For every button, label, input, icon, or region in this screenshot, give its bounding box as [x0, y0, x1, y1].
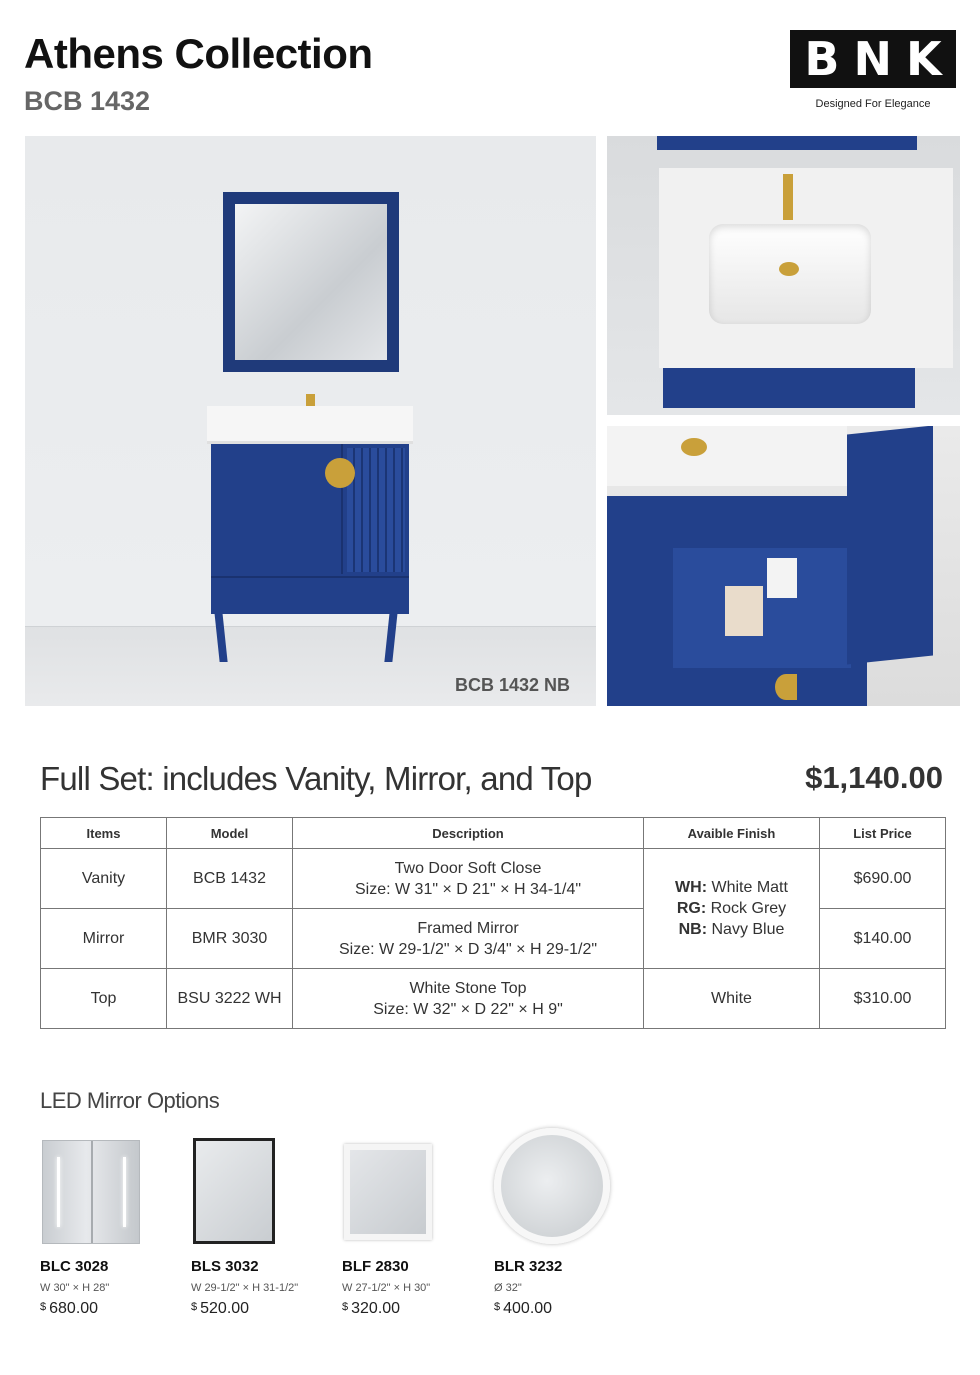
frameless-mirror-image	[342, 1136, 482, 1248]
black-frame-mirror-icon	[193, 1138, 275, 1244]
mirror-cabinet-image	[40, 1136, 180, 1248]
table-header-row	[41, 818, 946, 849]
stone-top	[607, 426, 847, 486]
sink-top-photo	[607, 136, 960, 415]
cell-finish-options	[644, 849, 820, 969]
finish-name: Rock Grey	[710, 900, 787, 917]
desc-line: White Stone Top	[409, 979, 527, 997]
cell-description	[293, 849, 644, 909]
finish-name: Navy Blue	[711, 921, 785, 938]
cell-price: $140.00	[820, 909, 946, 969]
towel-stack	[725, 586, 763, 636]
brand-logo	[790, 30, 956, 88]
cell-price: $690.00	[820, 849, 946, 909]
currency-symbol: $	[494, 1301, 501, 1313]
gold-drain	[779, 262, 799, 276]
currency-symbol: $	[342, 1301, 349, 1313]
page-title: Athens Collection	[24, 30, 373, 77]
led-options-title: LED Mirror Options	[40, 1088, 220, 1113]
model-subtitle: BCB 1432	[24, 86, 151, 116]
header-model: Model	[167, 818, 293, 849]
option-model: BLC 3028	[40, 1258, 109, 1275]
option-price-value: 520.00	[200, 1300, 250, 1317]
vanity-cabinet	[211, 444, 409, 614]
fullset-heading: Full Set: includes Vanity, Mirror, and Top	[40, 760, 592, 797]
mirror-glass	[235, 204, 387, 360]
desc-size: Size: W 29-1/2" × D 3/4" × H 29-1/2"	[338, 940, 598, 958]
led-option-blr-3232	[494, 1136, 634, 1317]
cell-price: $310.00	[820, 969, 946, 1029]
main-product-photo	[25, 136, 596, 706]
option-price	[191, 1300, 249, 1318]
cabinet-base-line	[211, 576, 409, 578]
header-items: Items	[41, 818, 167, 849]
option-size: W 30" × H 28"	[40, 1282, 110, 1294]
option-size: Ø 32"	[494, 1282, 522, 1294]
led-mirror-cabinet-icon	[42, 1140, 140, 1244]
brand-tagline: Designed For Elegance	[815, 98, 931, 110]
cell-finish: White	[644, 969, 820, 1029]
desc-size: Size: W 32" × D 22" × H 9"	[373, 1000, 563, 1018]
finish-option	[644, 877, 819, 898]
finish-code: WH:	[675, 879, 708, 896]
led-option-blc-3028	[40, 1136, 180, 1317]
cell-description	[293, 969, 644, 1029]
currency-symbol: $	[191, 1301, 198, 1313]
vanity-cabinet	[607, 496, 867, 706]
open-door	[847, 426, 933, 665]
gold-drain	[681, 438, 707, 456]
option-model: BLR 3232	[494, 1258, 563, 1275]
faucet	[783, 174, 793, 220]
vanity-cabinet	[663, 368, 915, 408]
finish-code: NB:	[678, 921, 708, 938]
finish-option	[644, 898, 819, 919]
fluted-door	[347, 448, 405, 572]
table-row	[41, 969, 946, 1029]
table-row	[41, 849, 946, 909]
brand-logo-text: BNK	[804, 32, 956, 86]
finish-name: White Matt	[711, 879, 788, 896]
mirror-edge	[657, 136, 917, 150]
cell-item: Vanity	[41, 849, 167, 909]
desc-line: Framed Mirror	[417, 919, 519, 937]
cabinet-leg-left	[214, 612, 227, 662]
open-cabinet-photo	[607, 426, 960, 706]
option-size: W 27-1/2" × H 30"	[342, 1282, 431, 1294]
storage-jar	[767, 558, 797, 598]
cell-model: BSU 3222 WH	[167, 969, 293, 1029]
option-price	[40, 1300, 98, 1318]
round-mirror-image	[494, 1136, 634, 1248]
header-list-price: List Price	[820, 818, 946, 849]
frameless-mirror-icon	[344, 1144, 432, 1240]
gold-knob	[325, 458, 355, 488]
cell-item: Top	[41, 969, 167, 1029]
spec-table	[40, 817, 946, 1029]
option-size: W 29-1/2" × H 31-1/2"	[191, 1282, 299, 1294]
option-model: BLF 2830	[342, 1258, 409, 1275]
round-mirror-icon	[494, 1128, 610, 1244]
desc-size: Size: W 31" × D 21" × H 34-1/4"	[354, 880, 582, 898]
currency-symbol: $	[40, 1301, 47, 1313]
cell-model: BMR 3030	[167, 909, 293, 969]
fullset-price: $1,140.00	[805, 760, 943, 795]
option-price	[342, 1300, 400, 1318]
stone-top	[207, 406, 413, 444]
header-finish: Avaible Finish	[644, 818, 820, 849]
gold-knob	[775, 674, 797, 700]
black-frame-mirror-image	[191, 1136, 331, 1248]
cell-description	[293, 909, 644, 969]
option-price-value: 320.00	[351, 1300, 401, 1317]
option-model: BLS 3032	[191, 1258, 259, 1275]
desc-line: Two Door Soft Close	[394, 859, 542, 877]
finish-option	[644, 919, 819, 940]
main-photo-label: BCB 1432 NB	[454, 675, 570, 695]
finish-code: RG:	[676, 900, 707, 917]
option-price-value: 680.00	[49, 1300, 99, 1317]
option-price-value: 400.00	[503, 1300, 553, 1317]
cell-item: Mirror	[41, 909, 167, 969]
floor-line	[25, 626, 596, 627]
led-option-bls-3032	[191, 1136, 331, 1317]
header-description: Description	[293, 818, 644, 849]
cell-model: BCB 1432	[167, 849, 293, 909]
framed-mirror	[223, 192, 399, 372]
cabinet-leg-right	[384, 612, 397, 662]
option-price	[494, 1300, 552, 1318]
led-option-blf-2830	[342, 1136, 482, 1317]
